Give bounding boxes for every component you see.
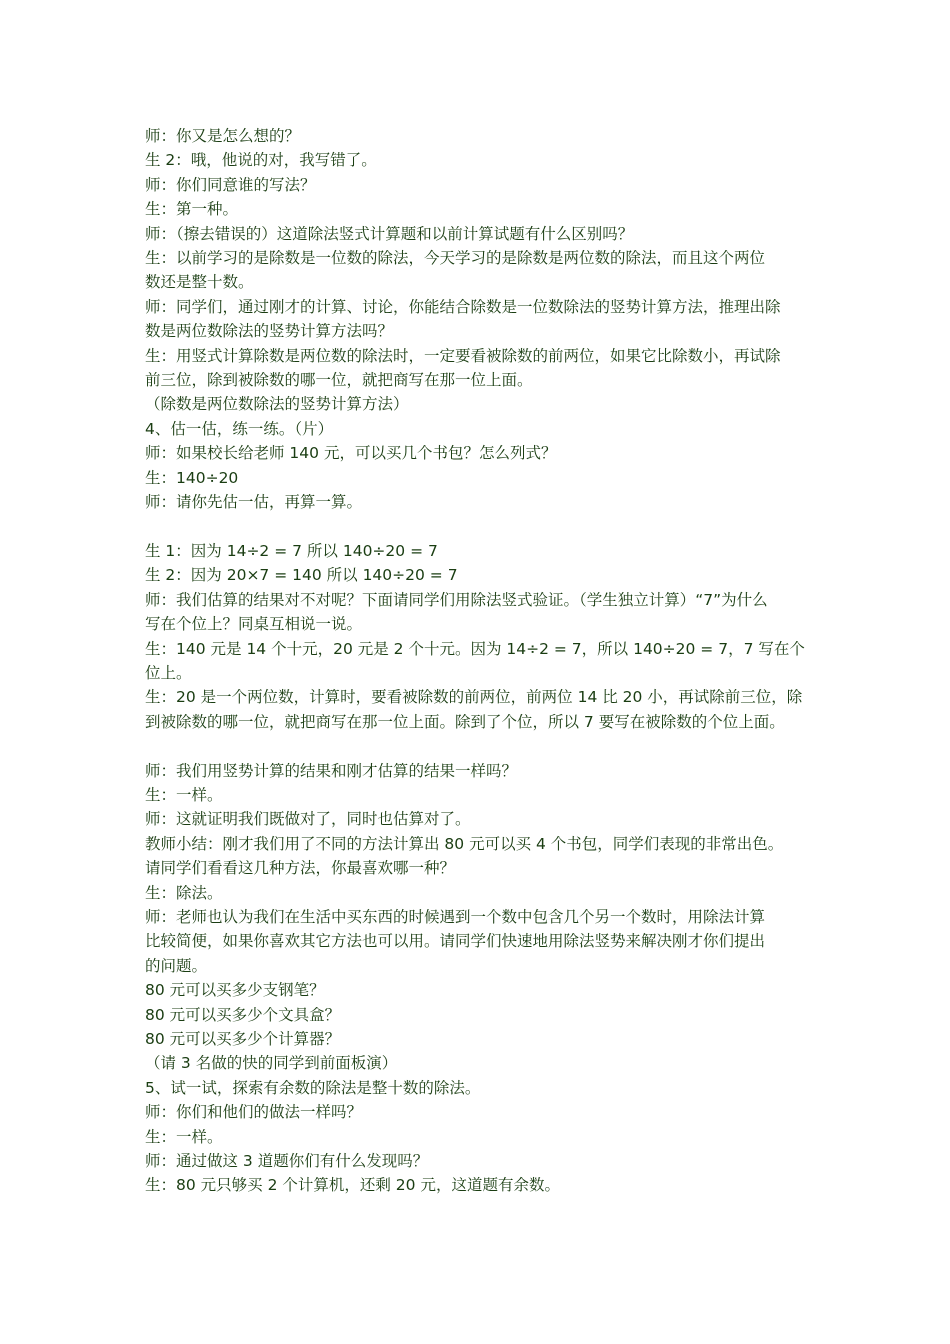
text-line: 师：我们用竖势计算的结果和刚才估算的结果一样吗？ (145, 761, 518, 780)
text-line: 师：如果校长给老师 140 元，可以买几个书包？怎么列式？ (145, 444, 557, 463)
text-line: 生：80 元只够买 2 个计算机，还剩 20 元，这道题有余数。 (145, 1176, 560, 1195)
text-line: 生：一样。 (145, 1127, 223, 1146)
text-line: 生：以前学习的是除数是一位数的除法，今天学习的是除数是两位数的除法，而且这个两位 (145, 249, 766, 268)
question-line: 80 元可以买多少个计算器？ (145, 1030, 341, 1048)
text-line: 比较简便，如果你喜欢其它方法也可以用。请同学们快速地用除法竖势来解决刚才你们提出 (145, 932, 766, 951)
text-line: 师：（擦去错误的）这道除法竖式计算题和以前计算试题有什么区别吗？ (145, 224, 634, 243)
text-line: 请同学们看看这几种方法，你最喜欢哪一种？ (145, 859, 456, 878)
text-line: 师：同学们，通过刚才的计算、讨论，你能结合除数是一位数除法的竖势计算方法，推理出除 (145, 297, 781, 316)
text-line: 前三位，除到被除数的哪一位，就把商写在那一位上面。 (145, 371, 533, 390)
text-line: 师：这就证明我们既做对了，同时也估算对了。 (145, 810, 471, 829)
text-line: 生 2：哦，他说的对，我写错了。 (145, 151, 377, 170)
text-line: 师：通过做这 3 道题你们有什么发现吗？ (145, 1152, 429, 1171)
text-line: 生：第一种。 (145, 200, 239, 219)
blank-line (145, 515, 815, 539)
text-line: 师：请你先估一估，再算一算。 (145, 493, 363, 512)
text-line: 生 2：因为 20×7 = 140 所以 140÷20 = 7 (145, 566, 458, 585)
text-line: 到被除数的哪一位，就把商写在那一位上面。除到了个位，所以 7 要写在被除数的个位上面。 (145, 712, 785, 731)
text-line: 生：140 元是 14 个十元，20 元是 2 个十元。因为 14÷2 = 7，所以 140÷20 = 7，7 写在个 (145, 639, 805, 658)
text-line: 教师小结：刚才我们用了不同的方法计算出 80 元可以买 4 个书包，同学们表现的非常出色。 (145, 834, 784, 853)
text-line: 写在个位上？同桌互相说一说。 (145, 615, 363, 634)
text-line: 生：一样。 (145, 785, 223, 804)
text-line: 数还是整十数。 (145, 273, 254, 292)
section-note: （请 3 名做的快的同学到前面板演） (145, 1054, 398, 1073)
text-line: 生：140÷20 (145, 468, 239, 487)
blank-line (145, 734, 815, 758)
section-heading: 5、试一试，探索有余数的除法是整十数的除法。 (145, 1078, 481, 1097)
text-line: 师：我们估算的结果对不对呢？下面请同学们用除法竖式验证。（学生独立计算）“7”为什么 (145, 590, 768, 609)
question-line: 80 元可以买多少支钢笔？ (145, 981, 325, 1000)
question-line: 80 元可以买多少个文具盒？ (145, 1005, 341, 1024)
lesson-transcript (145, 124, 815, 1198)
text-line: 师：你们和他们的做法一样吗？ (145, 1103, 363, 1122)
text-line: 位上。 (145, 663, 192, 682)
section-heading: 4、估一估，练一练。（片） (145, 419, 334, 438)
section-note: （除数是两位数除法的竖势计算方法） (145, 395, 409, 414)
text-line: 师：你们同意谁的写法？ (145, 175, 316, 194)
text-line: 生：20 是一个两位数，计算时，要看被除数的前两位，前两位 14 比 20 小，再试除前三位，除 (145, 688, 803, 707)
text-line: 生：用竖式计算除数是两位数的除法时，一定要看被除数的前两位，如果它比除数小，再试除 (145, 346, 781, 365)
text-line: 生：除法。 (145, 883, 223, 902)
text-line: 的问题。 (145, 956, 208, 975)
text-line: 生 1：因为 14÷2 = 7 所以 140÷20 = 7 (145, 541, 438, 560)
text-line: 师：你又是怎么想的？ (145, 127, 301, 145)
text-line: 师：老师也认为我们在生活中买东西的时候遇到一个数中包含几个另一个数时，用除法计算 (145, 907, 766, 926)
text-line: 数是两位数除法的竖势计算方法吗？ (145, 322, 394, 341)
